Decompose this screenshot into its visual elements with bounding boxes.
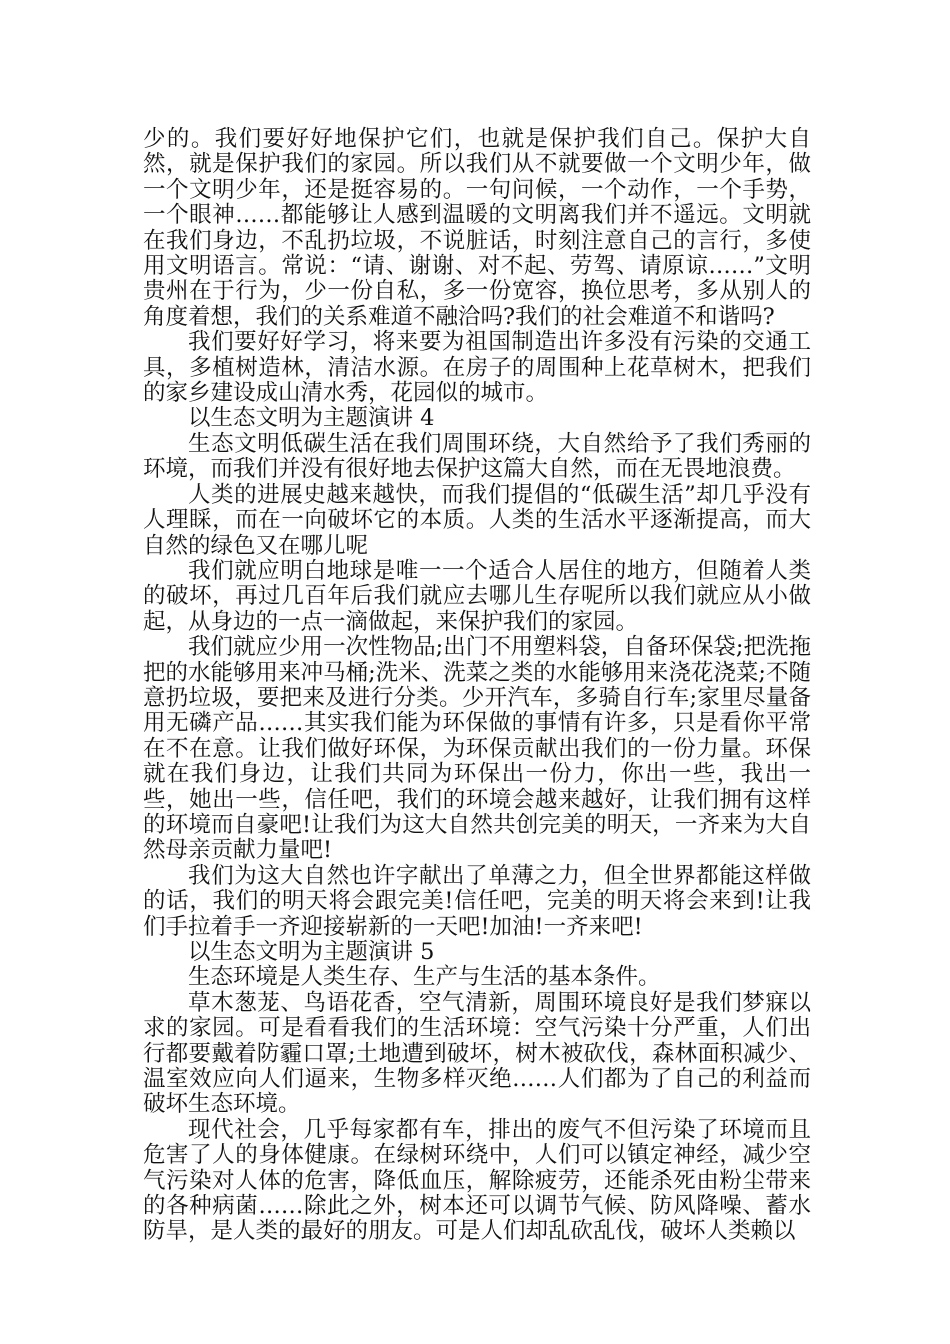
paragraph: 生态环境是人类生存、生产与生活的基本条件。 — [188, 964, 661, 991]
paragraph: 草木葱茏、鸟语花香，空气清新，周围环境良好是我们梦寐以求的家园。可是看看我们的生活环境：空气污染十分严重，人们出行都要戴着防霾口罩;土地遭到破坏，树木被砍伐，森林面积减少、温室效应向人们逼来，生物多样灭绝……人们都为了自己的利益而破坏生态环境。 — [143, 989, 811, 1118]
paragraph: 现代社会，几乎每家都有车，排出的废气不但污染了环境而且危害了人的身体健康。在绿树环绕中，人们可以镇定神经，减少空气污染对人体的危害，降低血压，解除疲劳，还能杀死由粉尘带来的各种病菌……除此之外，树本还可以调节气候、防风降噪、蓄水防旱，是人类的最好的朋友。可是人们却乱砍乱伐，破坏人类赖以 — [143, 1116, 811, 1245]
paragraph: 我们为这大自然也许字献出了单薄之力，但全世界都能这样做的话，我们的明天将会跟完美!信任吧，完美的明天将会来到!让我们手拉着手一齐迎接崭新的一天吧!加油!一齐来吧! — [143, 862, 811, 940]
paragraph: 人类的进展史越来越快，而我们提倡的“低碳生活”却几乎没有人理睬，而在一向破坏它的本质。人类的生活水平逐渐提高，而大自然的绿色又在哪儿呢 — [143, 481, 811, 559]
paragraph: 我们要好好学习，将来要为祖国制造出许多没有污染的交通工具，多植树造林，清洁水源。在房子的周围种上花草树木，把我们的家乡建设成山清水秀，花园似的城市。 — [143, 329, 811, 407]
document-body — [143, 127, 811, 1245]
paragraph: 生态文明低碳生活在我们周围环绕，大自然给予了我们秀丽的环境，而我们并没有很好地去保护这篇大自然，而在无畏地浪费。 — [143, 430, 811, 483]
paragraph-continued: 少的。我们要好好地保护它们，也就是保护我们自己。保护大自然，就是保护我们的家园。所以我们从不就要做一个文明少年，做一个文明少年，还是挺容易的。一句问候，一个动作，一个手势，一个眼神……都能够让人感到温暖的文明离我们并不遥远。文明就在我们身边，不乱扔垃圾，不说脏话，时刻注意自己的言行，多使用文明语言。常说：“请、谢谢、对不起、劳驾、请原谅……”文明贵州在于行为，少一份自私，多一份宽容，换位思考，多从别人的角度着想，我们的关系难道不融洽吗?我们的社会难道不和谐吗? — [143, 126, 811, 330]
paragraph: 我们就应少用一次性物品;出门不用塑料袋，自备环保袋;把洗拖把的水能够用来冲马桶;洗米、洗菜之类的水能够用来浇花浇菜;不随意扔垃圾，要把来及进行分类。少开汽车，多骑自行车;家里尽量备用无磷产品……其实我们能为环保做的事情有许多，只是看你平常在不在意。让我们做好环保，为环保贡献出我们的一份力量。环保就在我们身边，让我们共同为环保出一份力，你出一些，我出一些，她出一些，信任吧，我们的环境会越来越好，让我们拥有这样的环境而自豪吧!让我们为这大自然共创完美的明天，一齐来为大自然母亲贡献力量吧! — [143, 634, 811, 864]
section-heading: 以生态文明为主题演讲 5 — [188, 939, 435, 965]
paragraph: 我们就应明白地球是唯一一个适合人居住的地方，但随着人类的破坏，再过几百年后我们就应去哪儿生存呢所以我们就应从小做起，从身边的一点一滴做起，来保护我们的家园。 — [143, 557, 811, 635]
section-heading: 以生态文明为主题演讲 4 — [188, 405, 435, 432]
